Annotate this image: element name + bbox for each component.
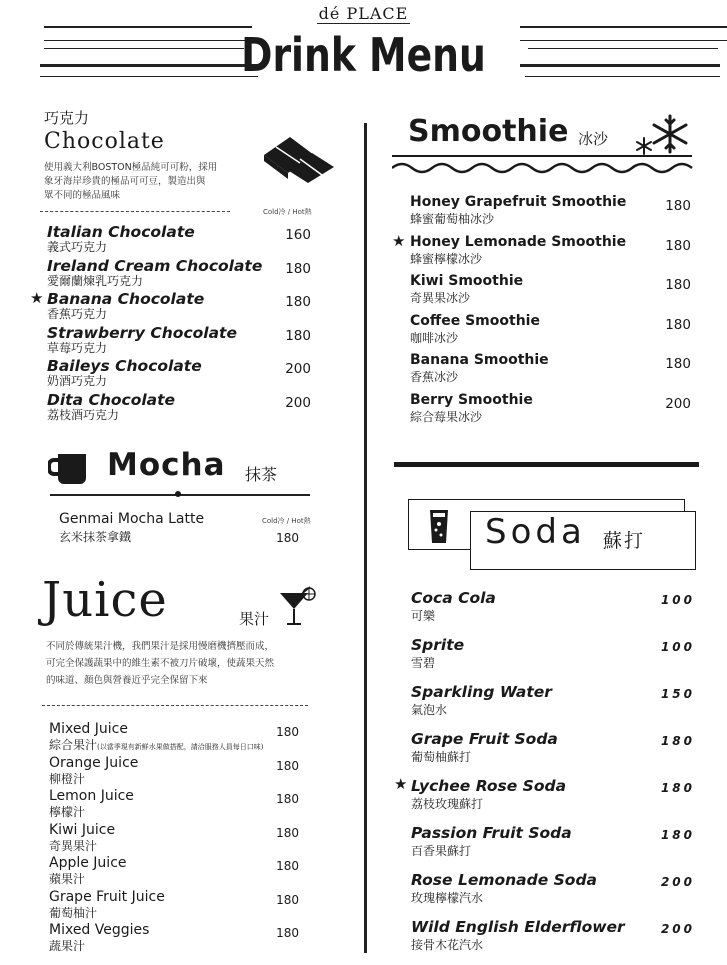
divider-dot [175, 491, 181, 497]
item-name: Orange Juice [49, 754, 139, 771]
item-name-zh: 玄米抹茶拿鐵 [59, 530, 132, 544]
chocolate-description: 使用義大利BOSTON極品純可可粉，採用 象牙海岸珍貴的極品可可豆，製造出與 眾不同的極品風味 [44, 162, 218, 201]
item-name-zh: 檸檬汁 [49, 805, 86, 819]
item-name: Strawberry Chocolate [47, 323, 237, 342]
item-name: Coffee Smoothie [410, 312, 540, 329]
chocolate-divider [40, 211, 230, 212]
item-name-zh: 蜂蜜葡萄柚冰沙 [410, 212, 495, 226]
item-name-zh: 蘋果汁 [49, 872, 86, 886]
item-name-zh: 義式巧克力 [47, 240, 108, 254]
list-item [30, 289, 317, 324]
item-price: 180 [285, 327, 311, 344]
temperature-label: Cold冷 / Hot熱 [263, 208, 312, 216]
item-name: Mixed Juice [49, 721, 128, 737]
item-price: 180 [660, 734, 695, 748]
item-name-zh: 綜合果汁 [49, 738, 98, 752]
item-price: 180 [660, 781, 695, 795]
snowflake-icon [632, 112, 694, 158]
item-price: 180 [285, 294, 311, 310]
item-name-zh: 荔枝玫瑰蘇打 [411, 797, 484, 811]
list-item [411, 683, 695, 730]
item-name: Berry Smoothie [410, 391, 533, 408]
juice-title: Juice [42, 572, 168, 628]
item-name: Dita Chocolate [47, 390, 176, 409]
list-item [411, 589, 695, 636]
item-name-zh: 愛爾蘭煉乳巧克力 [47, 273, 144, 288]
item-price: 180 [276, 926, 299, 940]
list-item [49, 889, 309, 923]
list-item [410, 313, 694, 353]
list-item [47, 357, 317, 391]
item-price: 180 [665, 356, 691, 372]
list-item [47, 223, 317, 257]
list-item [47, 324, 317, 358]
temperature-label: Cold冷 / Hot熱 [262, 517, 311, 525]
list-item [49, 822, 309, 856]
list-item [411, 918, 695, 965]
item-price: 180 [660, 828, 695, 842]
column-divider [364, 123, 367, 953]
item-name-zh: 蔬果汁 [49, 939, 86, 953]
mocha-title: Mocha [107, 447, 226, 483]
chocolate-title-zh: 巧克力 [44, 109, 90, 127]
list-item [49, 788, 309, 822]
list-item [410, 352, 694, 392]
item-price: 180 [665, 237, 691, 254]
list-item [410, 194, 694, 234]
mug-icon [48, 450, 92, 486]
item-name-zh: 可樂 [411, 609, 436, 623]
list-item [411, 824, 695, 871]
item-name: Banana Smoothie [410, 352, 549, 368]
item-price: 200 [665, 395, 691, 412]
item-price: 100 [660, 640, 695, 654]
item-name: Sparkling Water [411, 683, 552, 701]
item-name: Baileys Chocolate [47, 357, 202, 375]
item-price: 200 [660, 875, 695, 889]
item-name: Kiwi Juice [49, 821, 116, 838]
item-name-zh: 雪碧 [411, 656, 436, 670]
list-item [411, 871, 695, 918]
item-price: 180 [665, 277, 691, 293]
cocktail-glass-icon [278, 585, 318, 629]
list-item [411, 636, 695, 683]
item-price: 150 [660, 687, 695, 701]
item-name-zh: 草莓巧克力 [47, 340, 108, 355]
item-name-zh: 玫瑰檸檬汽水 [411, 891, 484, 905]
list-item [411, 730, 695, 777]
item-price: 180 [276, 531, 299, 545]
item-name-zh: 咖啡冰沙 [410, 330, 459, 345]
juice-divider [42, 705, 308, 706]
item-price: 160 [285, 227, 311, 243]
item-name-zh: 葡萄柚蘇打 [411, 750, 472, 764]
item-name-zh: 奇異果汁 [49, 838, 98, 853]
list-item [59, 511, 309, 545]
list-item [47, 257, 317, 291]
list-item [49, 755, 309, 789]
juice-list [49, 721, 309, 956]
smoothie-title: Smoothie [408, 114, 569, 149]
item-name: Kiwi Smoothie [410, 273, 524, 289]
item-name: Coca Cola [411, 589, 496, 607]
item-price: 180 [276, 758, 299, 773]
item-name: Wild English Elderflower [411, 918, 625, 936]
list-item [49, 922, 309, 956]
chocolate-list [30, 223, 317, 424]
star-icon: ★ [392, 231, 406, 250]
item-price: 200 [660, 922, 695, 936]
mocha-title-zh: 抹茶 [245, 465, 278, 484]
item-name-zh: 葡萄柚汁 [49, 905, 98, 920]
item-name: Grape Fruit Juice [49, 888, 165, 905]
item-price: 180 [276, 825, 299, 840]
item-name-zh: 蜂蜜檸檬冰沙 [410, 251, 483, 266]
chocolate-bar-icon [256, 133, 336, 185]
chocolate-title: Chocolate [44, 129, 165, 154]
juice-description: 不同於傳統果汁機，我們果汁是採用慢磨機擠壓而成， 可完全保護蔬果中的維生素不被刀片破壞，使蔬果天然 的味道、顏色與營養近乎完全保留下來 [46, 641, 275, 686]
item-name: Sprite [411, 636, 465, 654]
brand-logo: dé PLACE [318, 4, 409, 23]
item-name-zh: 荔枝酒巧克力 [47, 407, 120, 422]
item-name-zh: 接骨木花汽水 [411, 938, 484, 952]
section-divider [394, 462, 699, 467]
item-name: Grape Fruit Soda [411, 730, 558, 748]
item-price: 180 [276, 792, 299, 806]
item-name-zh: 柳橙汁 [49, 771, 86, 786]
item-name-zh: 氣泡水 [411, 703, 448, 717]
item-name: Honey Lemonade Smoothie [410, 233, 627, 250]
item-name: Italian Chocolate [47, 223, 195, 241]
item-price: 180 [665, 198, 691, 214]
wave-divider [392, 154, 694, 176]
soda-glass-icon [427, 508, 451, 546]
item-name: Genmai Mocha Latte [59, 511, 205, 527]
list-item [410, 392, 694, 432]
soda-title-zh: 蘇打 [603, 530, 646, 552]
star-icon: ★ [30, 289, 44, 307]
item-price: 100 [660, 593, 695, 607]
item-price: 180 [276, 859, 299, 873]
item-price: 200 [285, 361, 311, 377]
item-price: 180 [285, 260, 311, 277]
list-item [394, 775, 695, 824]
item-name: Passion Fruit Soda [411, 824, 572, 842]
item-name-zh: 奇異果冰沙 [410, 291, 471, 305]
juice-title-zh: 果汁 [239, 610, 270, 628]
item-name: Lemon Juice [49, 788, 134, 804]
soda-list [394, 589, 695, 965]
item-name-zh: 香蕉冰沙 [410, 370, 459, 384]
item-price: 180 [276, 725, 299, 739]
item-name: Lychee Rose Soda [411, 777, 567, 795]
list-item [410, 273, 694, 313]
item-name: Ireland Cream Chocolate [47, 256, 263, 275]
list-item [49, 855, 309, 889]
item-note: (以當季現有新鮮水果做搭配，請洽服務人員每日口味) [97, 743, 264, 751]
list-item [392, 231, 694, 274]
item-name: Rose Lemonade Soda [411, 871, 597, 889]
page-title: Drink Menu [241, 28, 486, 82]
item-name: Honey Grapefruit Smoothie [410, 194, 627, 210]
item-name: Mixed Veggies [49, 922, 150, 938]
smoothie-title-zh: 冰沙 [578, 130, 609, 148]
item-price: 180 [276, 892, 299, 907]
item-name-zh: 奶酒巧克力 [47, 374, 108, 388]
list-item [47, 391, 317, 425]
item-price: 180 [665, 316, 691, 333]
item-name-zh: 香蕉巧克力 [47, 307, 108, 321]
item-name-zh: 綜合莓果冰沙 [410, 409, 483, 424]
list-item [49, 721, 309, 755]
item-name: Apple Juice [49, 855, 127, 871]
smoothie-list [392, 194, 694, 431]
soda-title: Soda [485, 512, 586, 552]
item-price: 200 [285, 394, 311, 411]
item-name-zh: 百香果蘇打 [411, 844, 472, 858]
star-icon: ★ [394, 775, 408, 793]
item-name: Banana Chocolate [47, 290, 205, 308]
